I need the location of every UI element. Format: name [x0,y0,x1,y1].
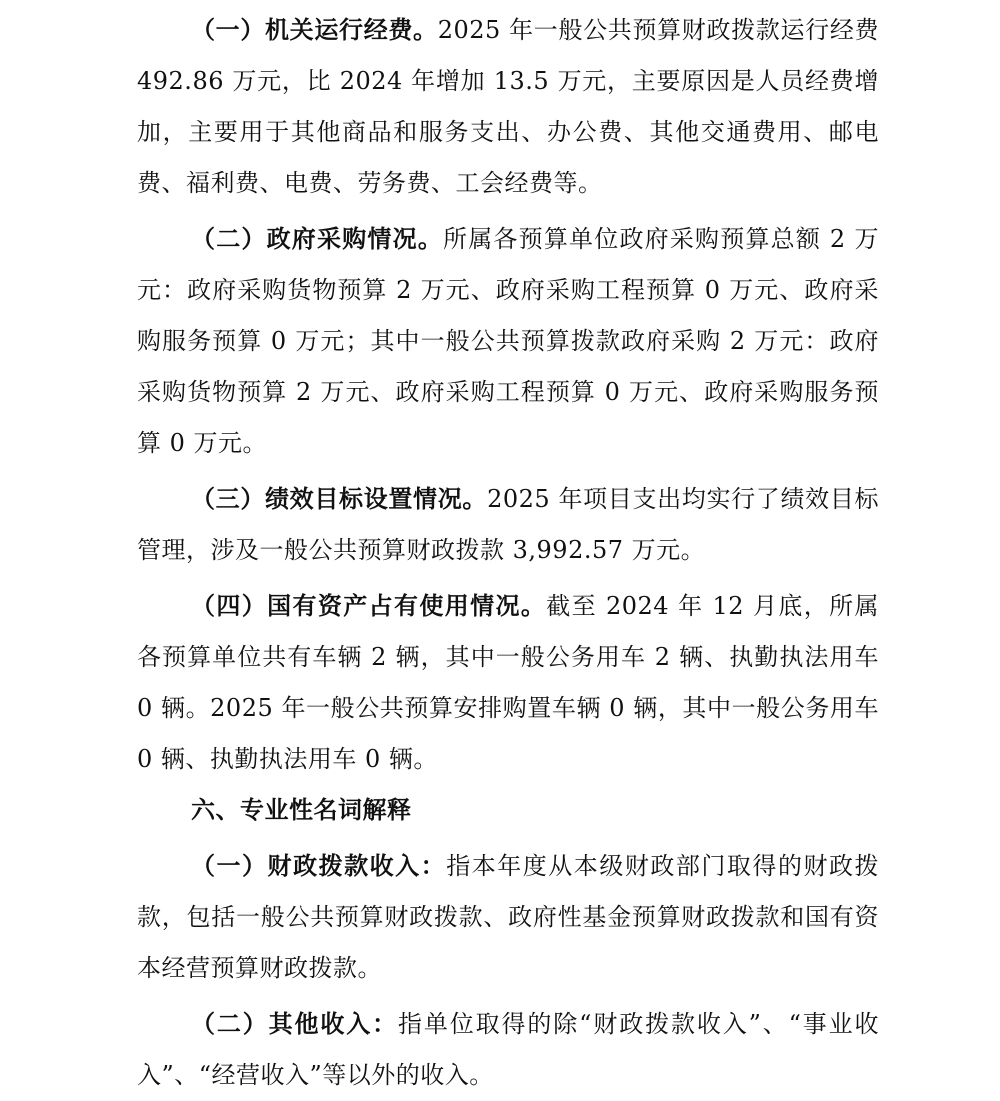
paragraph-state-assets [137,576,879,785]
paragraph-performance-targets [137,469,879,576]
paragraph-text: 指本年度从本级财政部门取得的财政拨款，包括一般公共预算财政拨款、政府性基金预算财政拨款和国有资本经营预算财政拨款。 [137,852,880,982]
paragraph-text: 指单位取得的除“财政拨款收入”、“事业收入”、“经营收入”等以外的收入。 [137,1010,880,1089]
paragraph-operating-expenses [137,0,879,209]
paragraph-lead: （四）国有资产占有使用情况。 [191,592,547,620]
paragraph-text: 2025 年一般公共预算财政拨款运行经费 492.86 万元，比 2024 年增加 13.5 万元，主要原因是人员经费增加，主要用于其他商品和服务支出、办公费、其他交通费用、邮电费、福利费、电费、劳务费、工会经费等。 [137,16,879,197]
paragraph-fiscal-appropriation-income [137,836,879,994]
paragraph-lead: （二）政府采购情况。 [191,225,444,253]
paragraph-other-income [137,994,879,1101]
paragraph-government-procurement [137,209,879,469]
paragraph-text: 所属各预算单位政府采购预算总额 2 万元：政府采购货物预算 2 万元、政府采购工程预算 0 万元、政府采购服务预算 0 万元；其中一般公共预算拨款政府采购 2 万元：政府采购货物预算 2 万元、政府采购工程预算 0 万元、政府采购服务预算 0 万元。 [137,225,880,457]
paragraph-lead: （三）绩效目标设置情况。 [191,485,488,513]
section-heading: 六、专业性名词解释 [191,796,412,824]
document-body [137,0,879,1101]
paragraph-lead: （一）机关运行经费。 [191,16,438,44]
paragraph-text: 2025 年项目支出均实行了绩效目标管理，涉及一般公共预算财政拨款 3,992.57 万元。 [137,485,879,564]
paragraph-lead: （一）财政拨款收入： [191,852,447,880]
paragraph-lead: （二）其他收入： [191,1010,399,1038]
paragraph-text: 截至 2024 年 12 月底，所属各预算单位共有车辆 2 辆，其中一般公务用车 2 辆、执勤执法用车 0 辆。2025 年一般公共预算安排购置车辆 0 辆，其中一般公务用车 0 辆、执勤执法用车 0 辆。 [137,592,880,773]
